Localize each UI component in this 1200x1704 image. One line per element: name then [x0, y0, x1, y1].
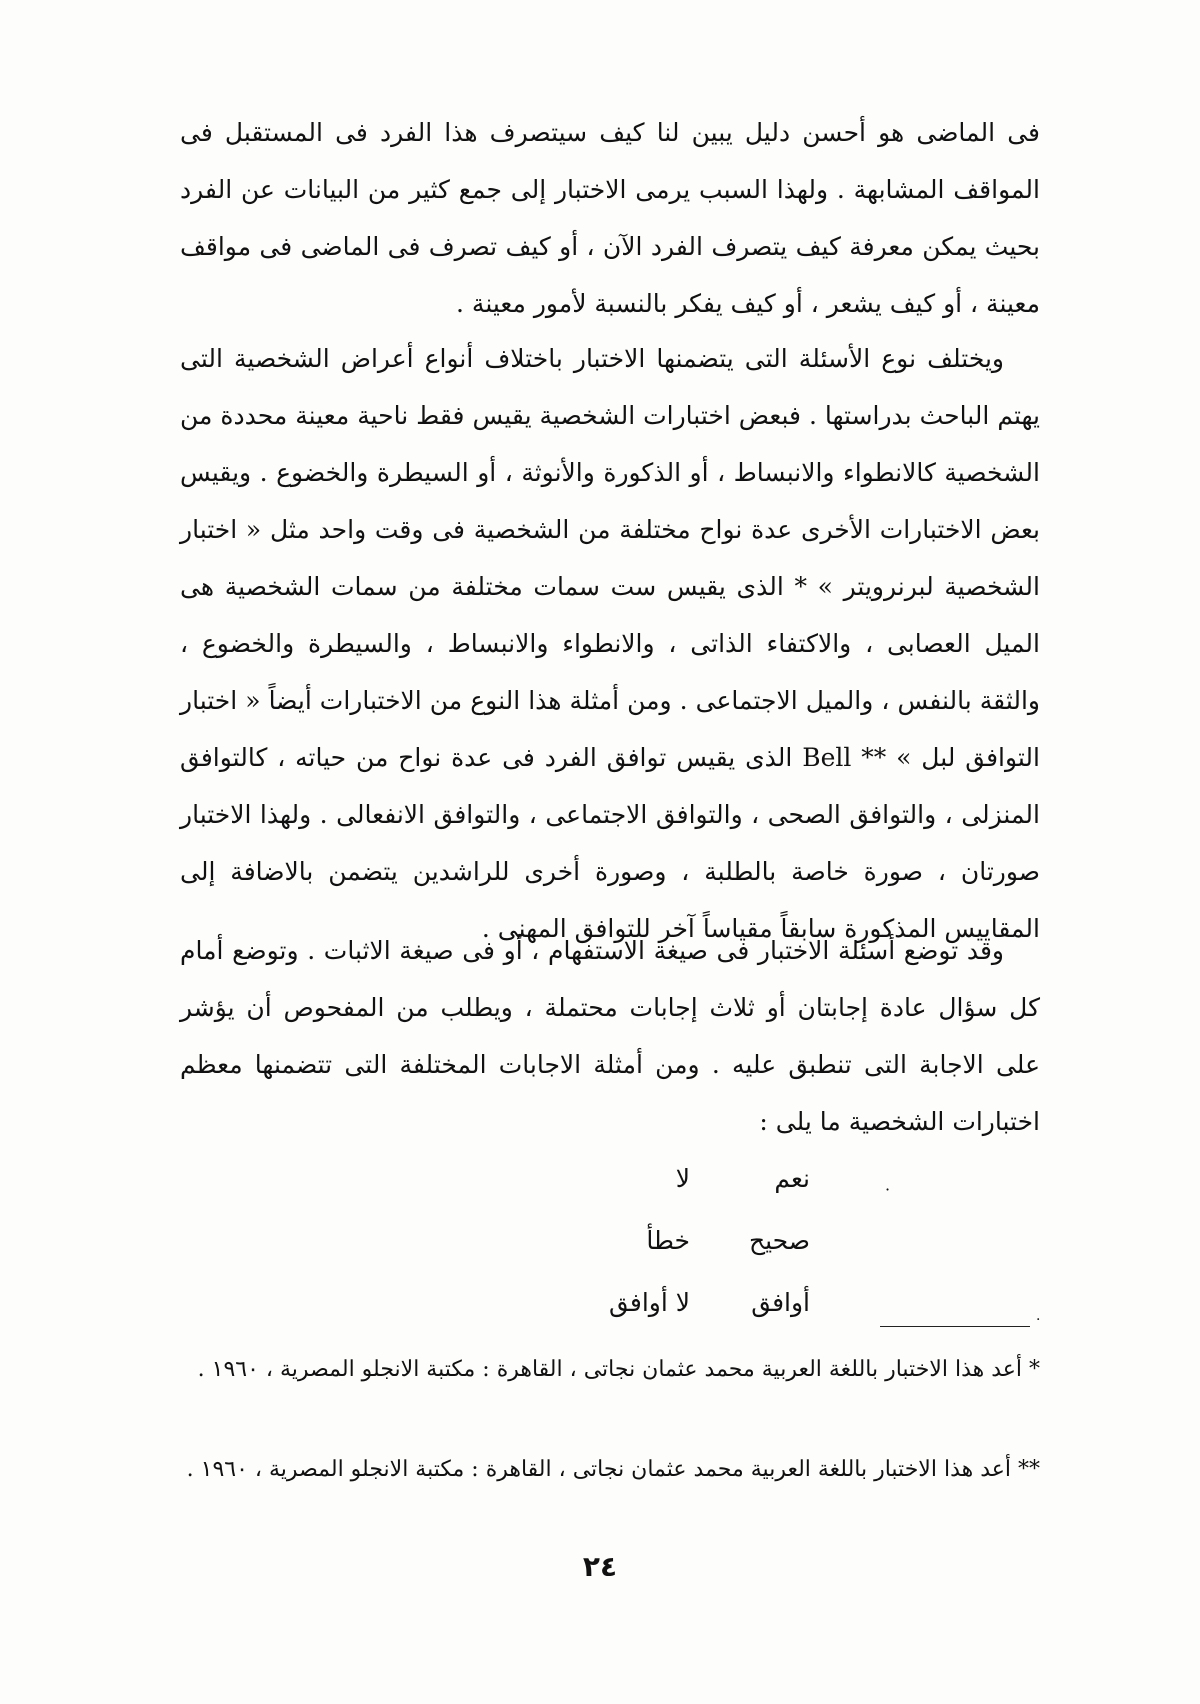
answer-option-second: لا — [675, 1164, 690, 1193]
answer-option-first: أوافق — [751, 1288, 810, 1317]
footnote-1 — [180, 1346, 1040, 1394]
footnote-2-text: ** أعد هذا الاختبار باللغة العربية محمد عثمان نجاتى ، القاهرة : مكتبة الانجلو المصرية ، ١٩٦٠ . — [186, 1457, 1040, 1482]
answer-row — [560, 1210, 810, 1272]
answer-option-first: نعم — [774, 1164, 810, 1193]
paragraph-3 — [180, 922, 1040, 1150]
paragraph-2-text: ويختلف نوع الأسئلة التى يتضمنها الاختبار باختلاف أنواع أعراض الشخصية التى يهتم الباحث بدراستها . فبعض اختبارات الشخصية يقيس فقط ناحية معينة محددة من الشخصية كالانطواء والانبساط ، أو الذكورة والأنوثة ، أو السيطرة والخضوع . ويقيس بعض الاختبارات الأخرى عدة نواح مختلفة من الشخصية فى وقت واحد مثل « اختبار الشخصية لبرنرويتر » * الذى يقيس ست سمات مختلفة من سمات الشخصية هى الميل العصابى ، والاكتفاء الذاتى ، والانطواء والانبساط ، والسيطرة والخضوع ، والثقة بالنفس ، والميل الاجتماعى . ومن أمثلة هذا النوع من الاختبارات أيضاً « اختبار التوافق لبل » ** Bell الذى يقيس توافق الفرد فى عدة نواح من حياته ، كالتوافق المنزلى ، والتوافق الصحى ، والتوافق الاجتماعى ، والتوافق الانفعالى . ولهذا الاختبار صورتان ، صورة خاصة بالطلبة ، وصورة أخرى للراشدين يتضمن بالاضافة إلى المقاييس المذكورة سابقاً مقياساً آخر للتوافق المهنى . — [180, 344, 1040, 943]
answer-row — [560, 1148, 810, 1210]
answer-options-list — [560, 1148, 810, 1334]
answer-option-second: لا أوافق — [609, 1288, 690, 1317]
footnote-2 — [180, 1446, 1040, 1494]
paragraph-1 — [180, 104, 1040, 332]
answer-row — [560, 1272, 810, 1334]
stray-mark: · — [885, 1180, 891, 1199]
answer-option-first: صحيح — [748, 1226, 810, 1255]
footnote-1-text: * أعد هذا الاختبار باللغة العربية محمد عثمان نجاتى ، القاهرة : مكتبة الانجلو المصرية ، ١٩٦٠ . — [197, 1357, 1040, 1382]
stray-mark: · — [1036, 1312, 1041, 1328]
paragraph-3-text: وقد توضع أسئلة الاختبار فى صيغة الاستفهام ، أو فى صيغة الاثبات . وتوضع أمام كل سؤال عادة إجابتان أو ثلاث إجابات محتملة ، ويطلب من المفحوص أن يؤشر على الاجابة التى تنطبق عليه . ومن أمثلة الاجابات المختلفة التى تتضمنها معظم اختبارات الشخصية ما يلى : — [180, 936, 1040, 1136]
paragraph-2 — [180, 330, 1040, 957]
answer-option-second: خطأ — [646, 1226, 690, 1255]
page-number: ٢٤ — [582, 1550, 618, 1583]
footnote-divider — [880, 1326, 1030, 1327]
paragraph-1-text: فى الماضى هو أحسن دليل يبين لنا كيف سيتصرف هذا الفرد فى المستقبل فى المواقف المشابهة . ولهذا السبب يرمى الاختبار إلى جمع كثير من البيانات عن الفرد بحيث يمكن معرفة كيف يتصرف الفرد الآن ، أو كيف تصرف فى الماضى فى مواقف معينة ، أو كيف يشعر ، أو كيف يفكر بالنسبة لأمور معينة . — [180, 118, 1040, 318]
